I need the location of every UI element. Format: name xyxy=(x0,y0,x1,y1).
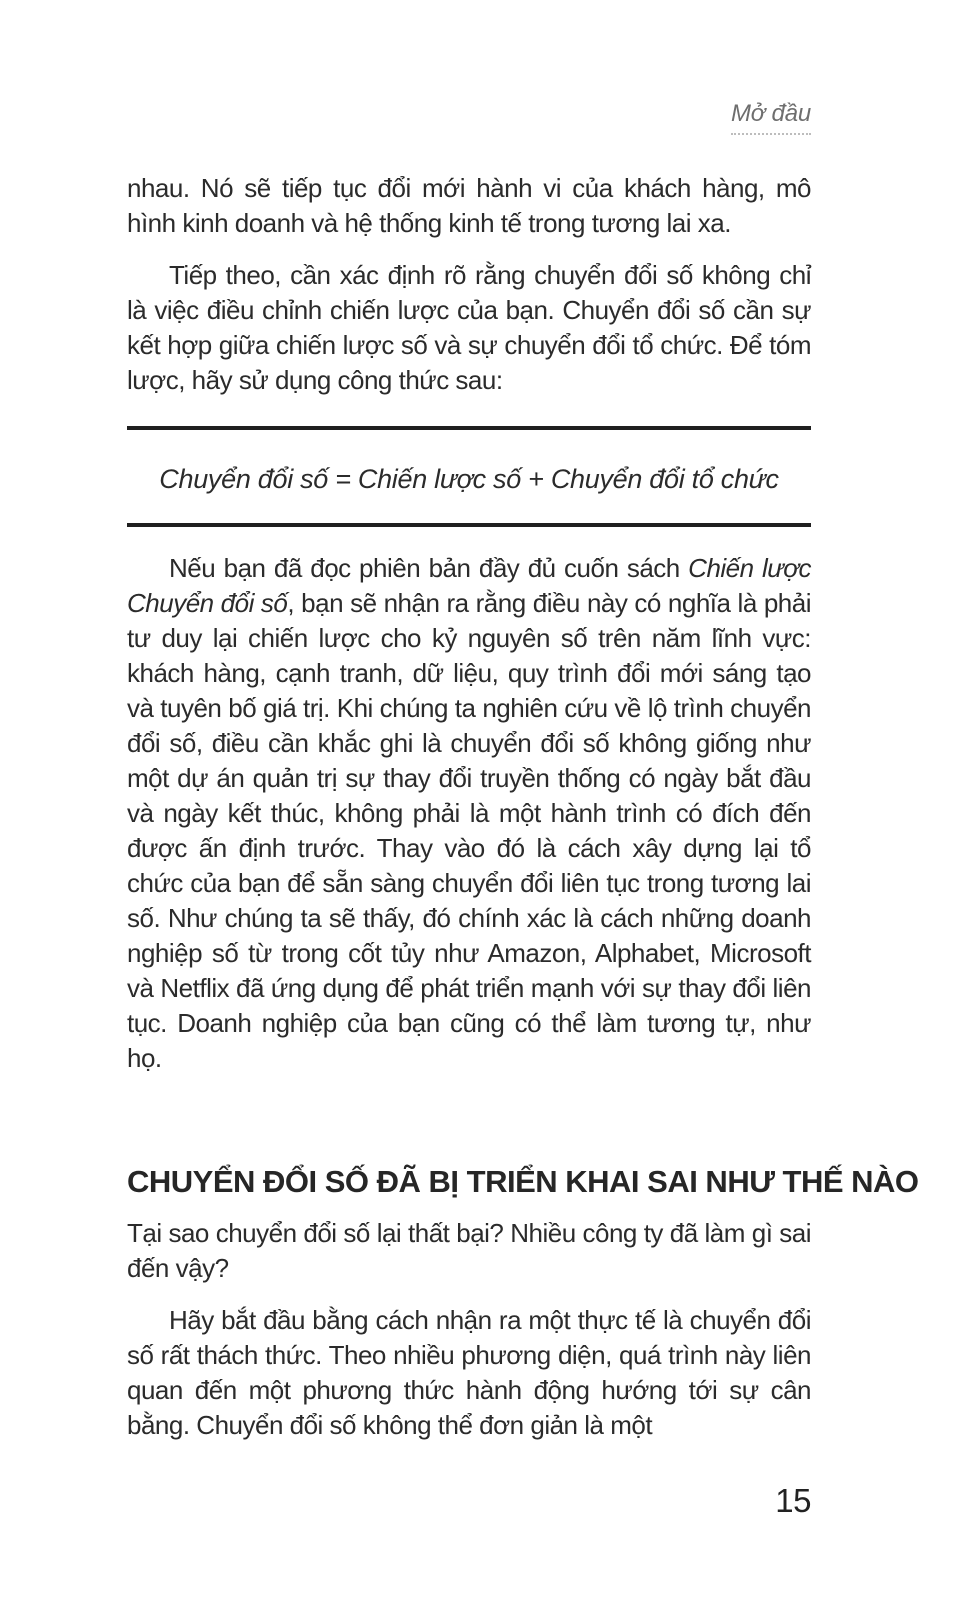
page-number: 15 xyxy=(775,1482,811,1519)
formula-rule-top xyxy=(127,426,811,430)
running-header-row xyxy=(127,100,811,135)
paragraph-3-rest: , bạn sẽ nhận ra rằng điều này có nghĩa là phải tư duy lại chiến lược cho kỷ nguyên số trên năm lĩnh vực: khách hàng, cạnh tranh, dữ liệu, quy trình đổi mới sáng tạo và tuyên bố giá trị. Khi chúng ta nghiên cứu về lộ trình chuyển đổi số, điều cần khắc ghi là chuyển đổi số không giống như một dự án quản trị sự thay đổi truyền thống có ngày bắt đầu và ngày kết thúc, không phải là một hành trình có đích đến được ấn định trước. Thay vào đó là cách xây dựng lại tổ chức của bạn để sẵn sàng chuyển đổi liên tục trong tương lai số. Như chúng ta sẽ thấy, đó chính xác là cách những doanh nghiệp số từ trong cốt tủy như Amazon, Alphabet, Microsoft và Netflix đã ứng dụng để phát triển mạnh với sự thay đổi liên tục. Doanh nghiệp của bạn cũng có thể làm tương tự, như họ. xyxy=(127,588,811,1073)
paragraph-1: nhau. Nó sẽ tiếp tục đổi mới hành vi của khách hàng, mô hình kinh doanh và hệ thống kinh tế trong tương lai xa. xyxy=(127,173,811,238)
paragraph-2: Tiếp theo, cần xác định rõ rằng chuyển đổi số không chỉ là việc điều chỉnh chiến lược của bạn. Chuyển đổi số cần sự kết hợp giữa chiến lược số và sự chuyển đổi tổ chức. Để tóm lược, hãy sử dụng công thức sau: xyxy=(127,260,811,395)
paragraph-5: Hãy bắt đầu bằng cách nhận ra một thực tế là chuyển đổi số rất thách thức. Theo nhiều phương diện, quá trình này liên quan đến một phương thức hành động hướng tới sự cân bằng. Chuyển đổi số không thể đơn giản là một xyxy=(127,1305,811,1440)
running-header: Mở đầu xyxy=(731,100,811,135)
paragraph-3-lead: Nếu bạn đã đọc phiên bản đầy đủ cuốn sách xyxy=(169,553,689,583)
paragraph-4: Tại sao chuyển đổi số lại thất bại? Nhiều công ty đã làm gì sai đến vậy? xyxy=(127,1218,811,1283)
book-title-italic: Chiến lược Chuyển đổi số xyxy=(127,553,811,618)
formula-text: Chuyển đổi số = Chiến lược số + Chuyển đổi tổ chức xyxy=(159,464,779,494)
formula-rule-bottom xyxy=(127,523,811,527)
paragraph-3 xyxy=(127,551,811,1076)
section-heading: CHUYỂN ĐỔI SỐ ĐÃ BỊ TRIỂN KHAI SAI NHƯ THẾ NÀO xyxy=(127,1164,919,1199)
